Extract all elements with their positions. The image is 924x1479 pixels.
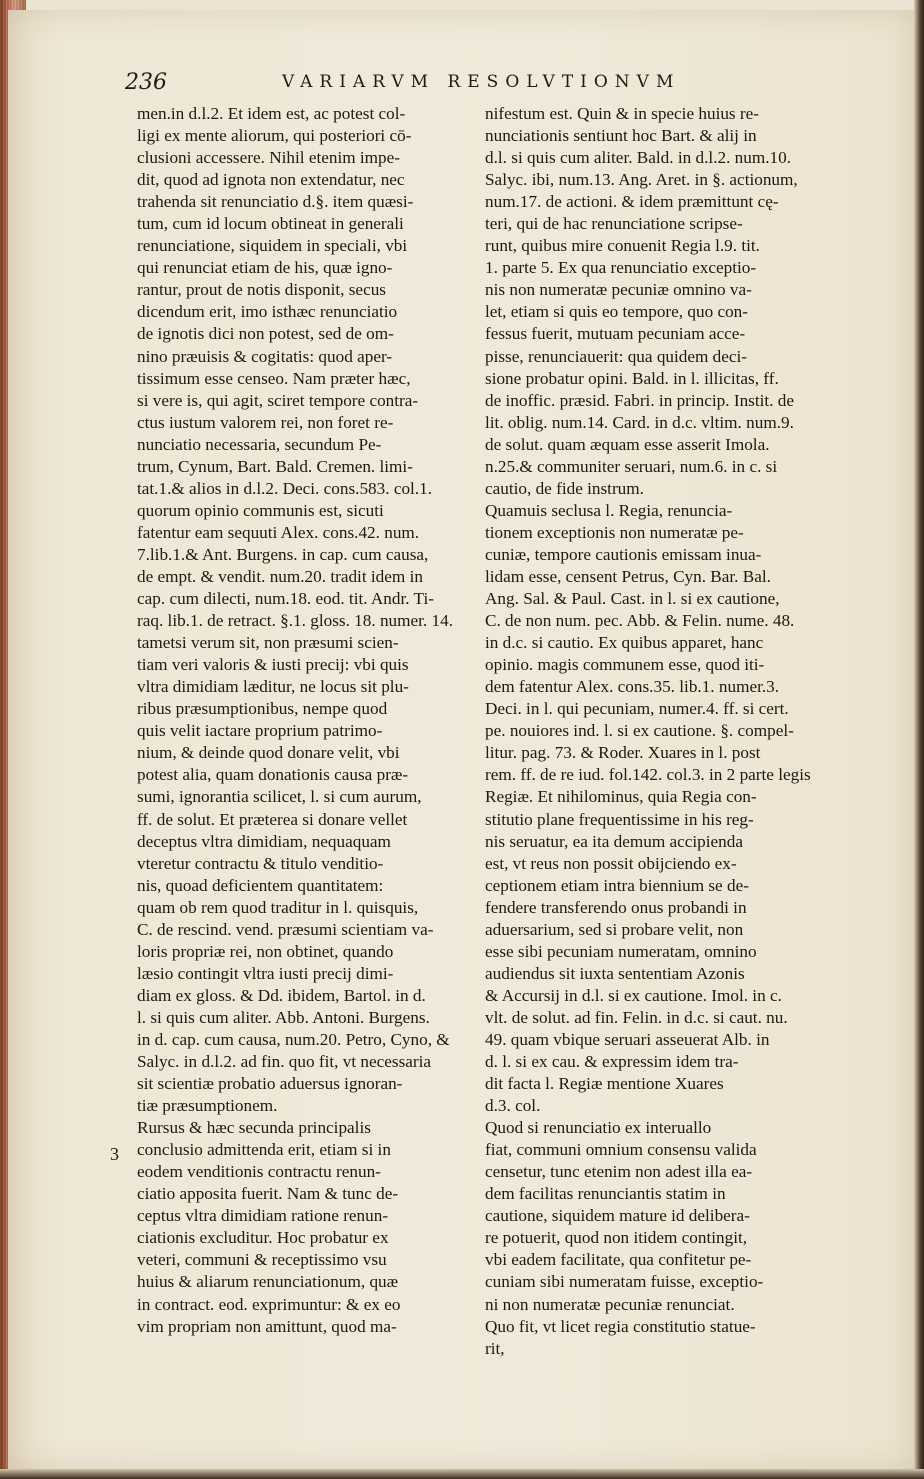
- right-column-line: de solut. quam æquam esse asserit Imola.: [485, 434, 770, 454]
- left-column-line: diam ex gloss. & Dd. ibidem, Bartol. in d.: [137, 985, 426, 1005]
- left-column-line: quorum opinio communis est, sicuti: [137, 500, 384, 520]
- right-column-line: re potuerit, quod non itidem contingit,: [485, 1228, 748, 1248]
- right-column-line: Regiæ. Et nihilominus, quia Regia con-: [485, 787, 757, 807]
- left-column-line: potest alia, quam donationis causa præ-: [137, 765, 409, 785]
- right-column-line: ceptionem etiam intra biennium se de-: [485, 875, 749, 895]
- left-column-line: conclusio admittenda erit, etiam si in: [137, 1140, 391, 1160]
- right-column-line: fiat, communi omnium consensu valida: [485, 1140, 757, 1160]
- left-column-line: renunciatione, siquidem in speciali, vbi: [137, 236, 408, 256]
- right-column-line: Quod si renunciatio ex interuallo: [485, 1118, 712, 1138]
- left-column-line: l. si quis cum aliter. Abb. Antoni. Burgens.: [137, 1007, 430, 1027]
- right-column-line: rit,: [485, 1338, 505, 1358]
- right-column-line: Quo fit, vt licet regia constitutio statue-: [485, 1316, 756, 1336]
- left-column-line: eodem venditionis contractu renun-: [137, 1162, 381, 1182]
- page-bottom-edge: [0, 1469, 924, 1479]
- right-column-line: pisse, renunciauerit: qua quidem deci-: [485, 346, 748, 366]
- right-column-line: Salyc. ibi, num.13. Ang. Aret. in §. actionum,: [485, 170, 798, 190]
- page-header: [125, 70, 845, 100]
- left-column-line: de empt. & vendit. num.20. tradit idem in: [137, 566, 423, 586]
- right-column-line: nis non numeratæ pecuniæ omnino va-: [485, 280, 752, 300]
- right-column-line: let, etiam si quis eo tempore, quo con-: [485, 302, 748, 322]
- right-column-line: C. de non num. pec. Abb. & Felin. nume. 48.: [485, 611, 795, 631]
- left-column-line: sumi, ignorantia scilicet, l. si cum aurum,: [137, 787, 422, 807]
- marginal-section-number: 3: [110, 1144, 119, 1164]
- left-column-line: tat.1.& alios in d.l.2. Deci. cons.583. col.1.: [137, 478, 433, 498]
- left-column-line: tissimum esse censeo. Nam præter hæc,: [137, 368, 411, 388]
- left-column-line: vteretur contractu & titulo venditio-: [137, 853, 384, 873]
- left-column-line: Rursus & hæc secunda principalis: [137, 1118, 371, 1138]
- page-number: 236: [125, 70, 167, 95]
- left-column-line: huius & aliarum renunciationum, quæ: [137, 1272, 399, 1292]
- right-column-line: Deci. in l. qui pecuniam, numer.4. ff. si cert.: [485, 699, 789, 719]
- right-column-line: rem. ff. de re iud. fol.142. col.3. in 2 parte legis: [485, 765, 811, 785]
- left-column-line: nis, quoad deficientem quantitatem:: [137, 875, 384, 895]
- left-column-line: clusioni accessere. Nihil etenim impe-: [137, 148, 400, 168]
- right-column-line: lidam esse, censent Petrus, Cyn. Bar. Bal.: [485, 566, 771, 586]
- right-column-line: dem facilitas renunciantis statim in: [485, 1184, 726, 1204]
- page-gutter-shadow: [914, 0, 924, 1479]
- right-column-line: ni non numeratæ pecuniæ renunciat.: [485, 1294, 735, 1314]
- right-column-line: runt, quibus mire conuenit Regia l.9. tit.: [485, 236, 760, 256]
- right-column-line: cuniam sibi numeratam fuisse, exceptio-: [485, 1272, 764, 1292]
- left-column-line: Salyc. in d.l.2. ad fin. quo fit, vt necessaria: [137, 1052, 432, 1072]
- left-column-line: ff. de solut. Et præterea si donare vellet: [137, 809, 408, 829]
- right-column-line: lit. oblig. num.14. Card. in d.c. vltim. num.9.: [485, 412, 794, 432]
- right-column-line: cautione, siquidem mature id delibera-: [485, 1206, 750, 1226]
- left-column-line: quam ob rem quod traditur in l. quisquis,: [137, 897, 419, 917]
- left-column-line: trahenda sit renunciatio d.§. item quæsi-: [137, 192, 414, 212]
- left-column-line: quis velit iactare proprium patrimo-: [137, 721, 383, 741]
- right-column-line: n.25.& communiter seruari, num.6. in c. si: [485, 456, 778, 476]
- left-column-line: deceptus vltra dimidiam, nequaquam: [137, 831, 391, 851]
- left-column-line: tametsi verum sit, non præsumi scien-: [137, 633, 399, 653]
- left-column-line: loris propriæ rei, non obtinet, quando: [137, 941, 394, 961]
- left-column-line: ciationis excluditur. Hoc probatur ex: [137, 1228, 389, 1248]
- right-column-line: in d.c. si cautio. Ex quibus apparet, hanc: [485, 633, 764, 653]
- right-column-line: teri, qui de hac renunciatione scripse-: [485, 214, 743, 234]
- right-column-line: Ang. Sal. & Paul. Cast. in l. si ex cautione,: [485, 589, 780, 609]
- left-column-line: qui renunciat etiam de his, quæ igno-: [137, 258, 393, 278]
- right-column-line: cautio, de fide instrum.: [485, 478, 644, 498]
- right-column-line: 1. parte 5. Ex qua renunciatio exceptio-: [485, 258, 757, 278]
- right-column-line: audiendus sit iuxta sententiam Azonis: [485, 963, 745, 983]
- left-text-column: [137, 103, 477, 1338]
- right-column-line: dit facta l. Regiæ mentione Xuares: [485, 1074, 724, 1094]
- left-column-line: fatentur eam sequuti Alex. cons.42. num.: [137, 522, 420, 542]
- right-column-line: pe. nouiores ind. l. si ex cautione. §. compel-: [485, 721, 794, 741]
- running-title: VARIARVM RESOLVTIONVM: [282, 72, 681, 92]
- left-column-line: cap. cum dilecti, num.18. eod. tit. Andr. Ti-: [137, 589, 434, 609]
- left-column-line: læsio contingit vltra iusti precij dimi-: [137, 963, 394, 983]
- right-column-line: d.l. si quis cum aliter. Bald. in d.l.2. num.10.: [485, 148, 792, 168]
- left-column-line: ctus iustum valorem rei, non foret re-: [137, 412, 394, 432]
- left-column-line: men.in d.l.2. Et idem est, ac potest col-: [137, 104, 406, 123]
- left-column-line: ceptus vltra dimidiam ratione renun-: [137, 1206, 389, 1226]
- left-column-line: nunciatio necessaria, secundum Pe-: [137, 434, 382, 454]
- right-column-line: 49. quam vbique seruari asseuerat Alb. in: [485, 1029, 770, 1049]
- left-column-line: nium, & deinde quod donare velit, vbi: [137, 743, 400, 763]
- left-column-line: ligi ex mente aliorum, qui posteriori cō-: [137, 126, 412, 146]
- left-column-line: raq. lib.1. de retract. §.1. gloss. 18. numer. 14.: [137, 611, 453, 631]
- right-column-line: de inoffic. præsid. Fabri. in princip. Instit. de: [485, 390, 795, 410]
- right-column-line: esse sibi pecuniam numeratam, omnino: [485, 941, 757, 961]
- left-column-line: de ignotis dici non potest, sed de om-: [137, 324, 394, 344]
- left-column-line: veteri, communi & receptissimo vsu: [137, 1250, 387, 1270]
- right-column-line: dem fatentur Alex. cons.35. lib.1. numer.3.: [485, 677, 780, 697]
- right-column-line: vlt. de solut. ad fin. Felin. in d.c. si caut. nu.: [485, 1007, 788, 1027]
- left-column-line: rantur, prout de notis disponit, secus: [137, 280, 386, 300]
- right-column-line: opinio. magis communem esse, quod iti-: [485, 655, 765, 675]
- left-column-line: C. de rescind. vend. præsumi scientiam va-: [137, 919, 434, 939]
- right-column-line: Quamuis seclusa l. Regia, renuncia-: [485, 500, 733, 520]
- right-column-line: fendere transferendo onus probandi in: [485, 897, 747, 917]
- right-column-line: tionem exceptionis non numeratæ pe-: [485, 522, 744, 542]
- right-column-line: cuniæ, tempore cautionis emissam inua-: [485, 544, 762, 564]
- right-column-line: d. l. si ex cau. & expressim idem tra-: [485, 1052, 739, 1072]
- left-column-line: sit scientiæ probatio aduersus ignoran-: [137, 1074, 403, 1094]
- right-column-line: nis seruatur, ea ita demum accipienda: [485, 831, 743, 851]
- left-column-line: tum, cum id locum obtineat in generali: [137, 214, 404, 234]
- left-column-line: 7.lib.1.& Ant. Burgens. in cap. cum causa,: [137, 544, 429, 564]
- right-column-line: fessus fuerit, mutuam pecuniam acce-: [485, 324, 746, 344]
- left-column-line: vim propriam non amittunt, quod ma-: [137, 1316, 397, 1336]
- right-column-line: nunciationis sentiunt hoc Bart. & alij in: [485, 126, 757, 146]
- left-column-line: tiæ præsumptionem.: [137, 1096, 278, 1116]
- right-column-line: vbi eadem facilitate, qua confitetur pe-: [485, 1250, 752, 1270]
- left-column-line: trum, Cynum, Bart. Bald. Cremen. limi-: [137, 456, 413, 476]
- right-column-line: num.17. de actioni. & idem præmittunt cę-: [485, 192, 779, 212]
- left-column-line: dit, quod ad ignota non extendatur, nec: [137, 170, 405, 190]
- right-column-line: stitutio plane frequentissime in his reg-: [485, 809, 754, 829]
- right-column-line: censetur, tunc etenim non adest illa ea-: [485, 1162, 753, 1182]
- right-column-line: est, vt reus non possit obijciendo ex-: [485, 853, 737, 873]
- left-column-line: dicendum erit, imo isthæc renunciatio: [137, 302, 398, 322]
- right-text-column: [485, 103, 830, 1360]
- left-column-line: vltra dimidiam læditur, ne locus sit plu-: [137, 677, 409, 697]
- right-column-line: aduersarium, sed si probare velit, non: [485, 919, 744, 939]
- left-column-line: ciatio apposita fuerit. Nam & tunc de-: [137, 1184, 399, 1204]
- left-column-line: in contract. eod. exprimuntur: & ex eo: [137, 1294, 401, 1314]
- left-column-line: tiam veri valoris & iusti precij: vbi quis: [137, 655, 409, 675]
- left-column-line: ribus præsumptionibus, nempe quod: [137, 699, 388, 719]
- left-column-line: nino præuisis & cogitatis: quod aper-: [137, 346, 393, 366]
- right-column-line: d.3. col.: [485, 1096, 541, 1116]
- right-column-line: nifestum est. Quin & in specie huius re-: [485, 104, 759, 123]
- left-column-line: in d. cap. cum causa, num.20. Petro, Cyno, &: [137, 1029, 450, 1049]
- right-column-line: sione probatur opini. Bald. in l. illicitas, ff.: [485, 368, 779, 388]
- right-column-line: litur. pag. 73. & Roder. Xuares in l. post: [485, 743, 761, 763]
- right-column-line: & Accursij in d.l. si ex cautione. Imol. in c.: [485, 985, 782, 1005]
- left-column-line: si vere is, qui agit, sciret tempore contra-: [137, 390, 419, 410]
